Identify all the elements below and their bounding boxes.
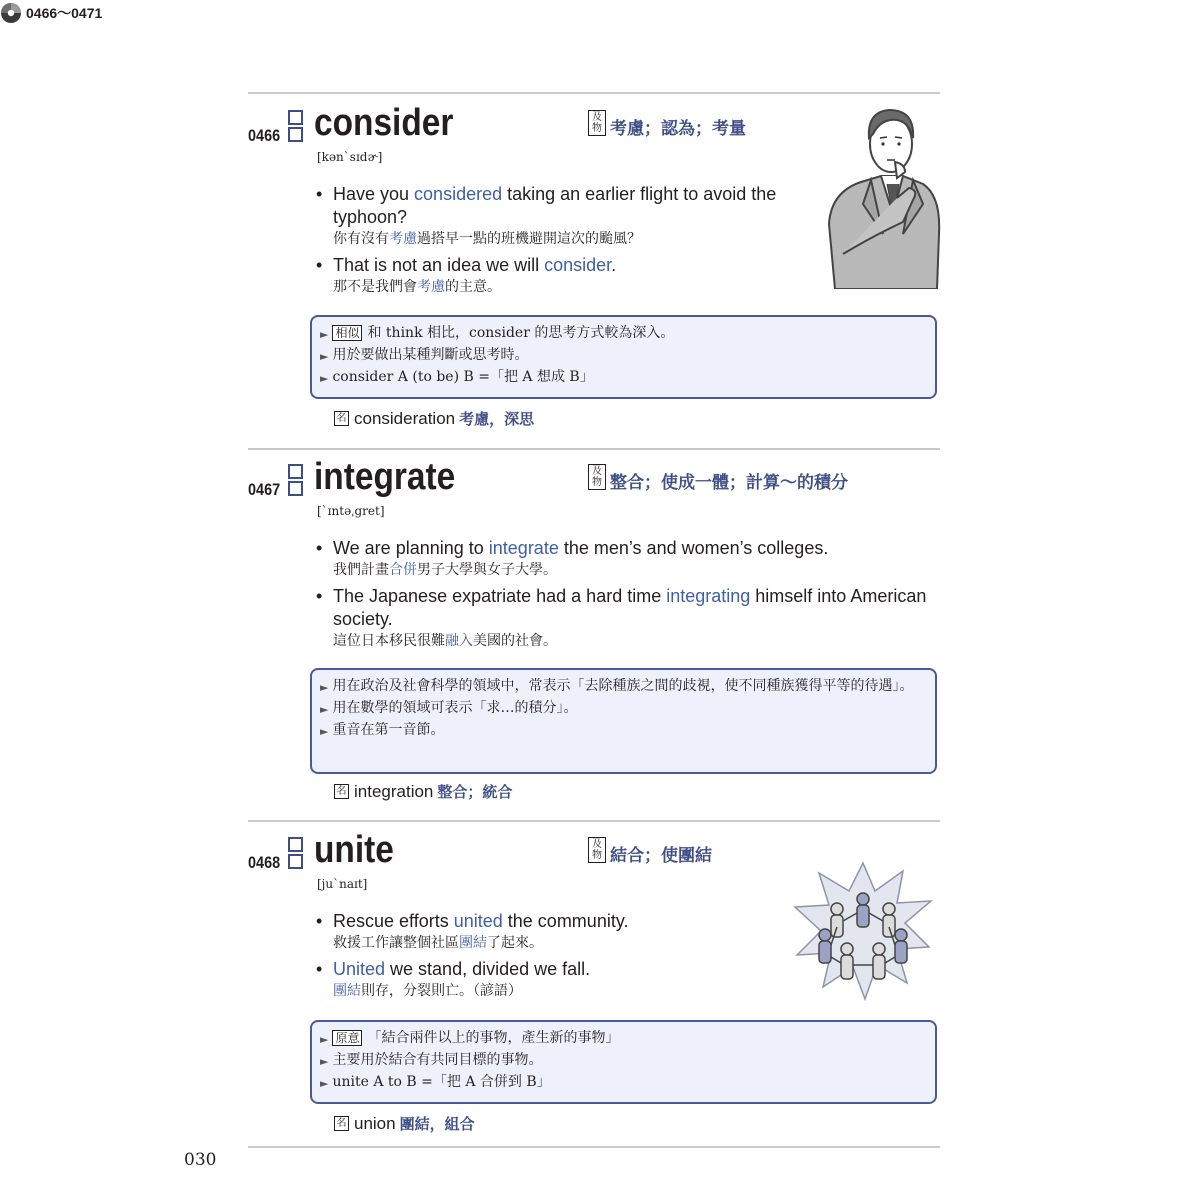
headword: unite bbox=[314, 829, 394, 871]
note-line: ► unite A to B =「把 A 合併到 B」 bbox=[320, 1074, 551, 1090]
page-number: 030 bbox=[184, 1150, 217, 1170]
example-chinese: 這位日本移民很難融入美國的社會。 bbox=[333, 633, 557, 649]
example-chinese: 那不是我們會考慮的主意。 bbox=[333, 279, 501, 295]
derivative bbox=[334, 1113, 475, 1134]
definition: 結合；使團結 bbox=[610, 846, 712, 866]
part-of-speech-badge: 及物 bbox=[588, 837, 606, 863]
pronunciation: [ju`naɪt] bbox=[317, 877, 368, 891]
entry-integrate bbox=[248, 456, 940, 804]
definition: 考慮；認為；考量 bbox=[610, 119, 746, 139]
example-english: • Have you considered taking an earlier flight to avoid the typhoon? bbox=[316, 184, 777, 227]
part-of-speech-badge: 及物 bbox=[588, 110, 606, 136]
example bbox=[316, 537, 936, 580]
example-english: • We are planning to integrate the men’s and women’s colleges. bbox=[316, 538, 829, 558]
note-line: ► 用於要做出某種判斷或思考時。 bbox=[320, 347, 529, 363]
review-checkboxes bbox=[288, 464, 306, 498]
review-checkbox[interactable] bbox=[288, 854, 303, 869]
derivative-meaning: 團結，組合 bbox=[399, 1115, 475, 1133]
note-tag: 相似 bbox=[332, 325, 362, 341]
note-line: ► 用在數學的領域可表示「求…的積分」。 bbox=[320, 700, 578, 716]
pronunciation: [`ɪntəˌgret] bbox=[317, 504, 385, 518]
example bbox=[316, 910, 796, 953]
example bbox=[316, 958, 796, 1001]
usage-note-box bbox=[310, 668, 937, 774]
audio-track-header bbox=[0, 0, 1200, 26]
review-checkbox[interactable] bbox=[288, 837, 303, 852]
definition: 整合；使成一體；計算～的積分 bbox=[610, 473, 848, 493]
people-circle-illustration bbox=[793, 861, 933, 1001]
derivative bbox=[334, 781, 512, 802]
review-checkbox[interactable] bbox=[288, 481, 303, 496]
entry-unite bbox=[248, 829, 940, 1137]
derivative-meaning: 考慮，深思 bbox=[459, 410, 535, 428]
review-checkbox[interactable] bbox=[288, 464, 303, 479]
note-line: ► 重音在第一音節。 bbox=[320, 722, 445, 738]
derivative bbox=[334, 408, 534, 429]
thinking-man-illustration bbox=[823, 104, 943, 289]
example-chinese: 團結則存，分裂則亡。（諺語） bbox=[333, 983, 522, 999]
example-english: • United we stand, divided we fall. bbox=[316, 959, 591, 979]
divider bbox=[248, 92, 940, 94]
part-of-speech-badge: 及物 bbox=[588, 464, 606, 490]
review-checkbox[interactable] bbox=[288, 127, 303, 142]
note-tag: 原意 bbox=[332, 1030, 362, 1046]
example-english: • The Japanese expatriate had a hard time integrating himself into American society. bbox=[316, 586, 927, 629]
usage-note-box bbox=[310, 1020, 937, 1104]
example-chinese: 你有沒有考慮過搭早一點的班機避開這次的颱風？ bbox=[333, 231, 641, 247]
headword: integrate bbox=[314, 456, 456, 498]
divider bbox=[248, 448, 940, 450]
note-line: ► 相似 和 think 相比，consider 的思考方式較為深入。 bbox=[320, 325, 675, 341]
example-english: • Rescue efforts united the community. bbox=[316, 911, 629, 931]
note-line: ► consider A (to be) B =「把 A 想成 B」 bbox=[320, 369, 594, 385]
note-line: ► 主要用於結合有共同目標的事物。 bbox=[320, 1052, 543, 1068]
note-line: ► 原意 「結合兩件以上的事物，產生新的事物」 bbox=[320, 1030, 620, 1046]
review-checkboxes bbox=[288, 110, 306, 144]
divider bbox=[248, 820, 940, 822]
headword: consider bbox=[314, 102, 454, 144]
example bbox=[316, 183, 796, 249]
entry-number: 0466 bbox=[248, 126, 281, 145]
example-english: • That is not an idea we will consider. bbox=[316, 255, 617, 275]
example-chinese: 我們計畫合併男子大學與女子大學。 bbox=[333, 562, 557, 578]
divider bbox=[248, 1146, 940, 1148]
entry-consider bbox=[248, 102, 940, 430]
noun-badge: 名 bbox=[334, 784, 349, 799]
track-range: 0466～0471 bbox=[26, 5, 103, 21]
entry-number: 0467 bbox=[248, 480, 281, 499]
derivative-word: integration bbox=[354, 781, 434, 801]
pronunciation: [kən`sɪdɚ] bbox=[317, 150, 383, 164]
derivative-word: union bbox=[354, 1113, 396, 1133]
example-chinese: 救援工作讓整個社區團結了起來。 bbox=[333, 935, 543, 951]
entry-number: 0468 bbox=[248, 853, 281, 872]
example bbox=[316, 585, 936, 651]
example bbox=[316, 254, 796, 297]
note-line: ► 用在政治及社會科學的領域中，常表示「去除種族之間的歧視，使不同種族獲得平等的待遇」。 bbox=[320, 678, 914, 694]
cd-icon[interactable] bbox=[0, 2, 22, 24]
derivative-word: consideration bbox=[354, 408, 456, 428]
usage-note-box bbox=[310, 315, 937, 399]
review-checkbox[interactable] bbox=[288, 110, 303, 125]
review-checkboxes bbox=[288, 837, 306, 871]
noun-badge: 名 bbox=[334, 411, 349, 426]
noun-badge: 名 bbox=[334, 1116, 349, 1131]
derivative-meaning: 整合；統合 bbox=[437, 783, 513, 801]
